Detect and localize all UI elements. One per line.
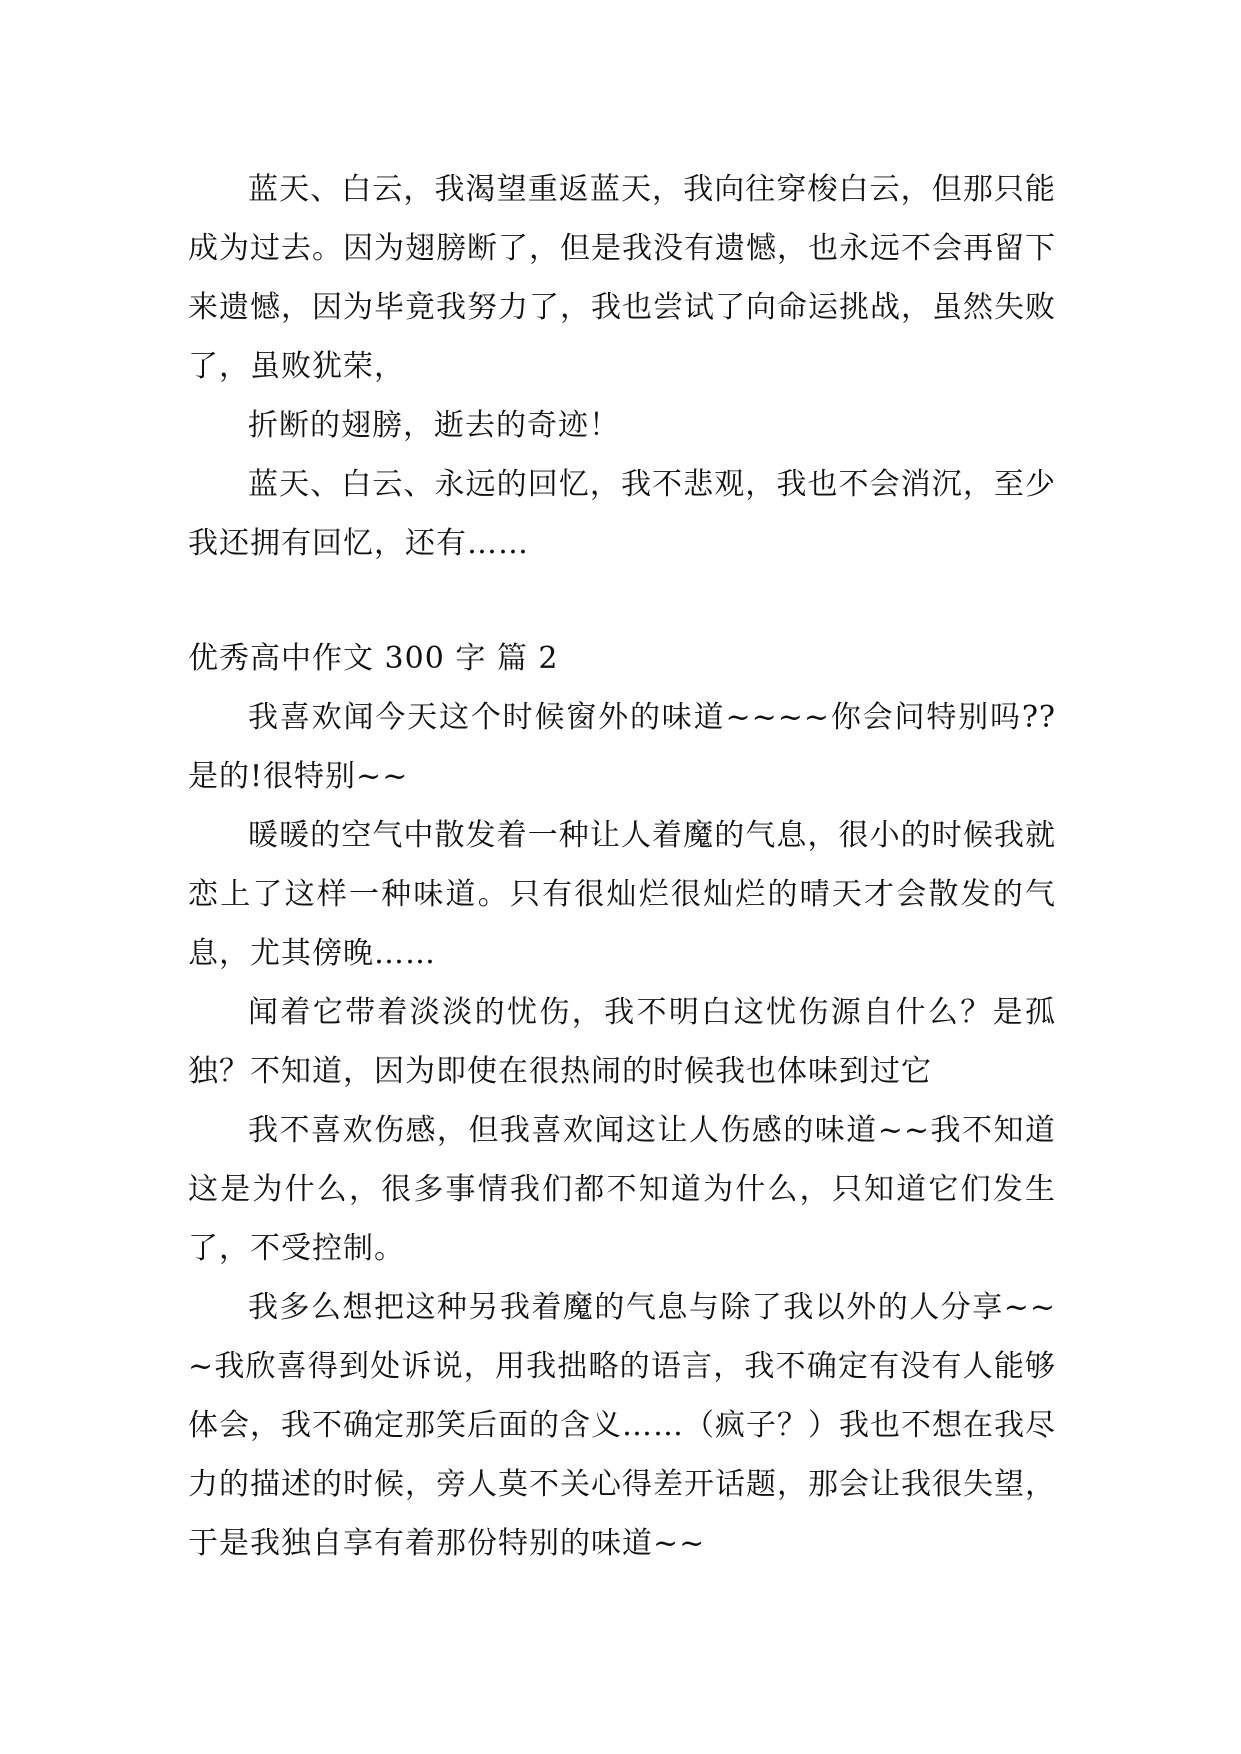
paragraph: 暖暖的空气中散发着一种让人着魔的气息，很小的时候我就恋上了这样一种味道。只有很灿烂很灿烂的晴天才会散发的气息，尤其傍晚……	[188, 818, 1056, 971]
paragraph: 蓝天、白云、永远的回忆，我不悲观，我也不会消沉，至少我还拥有回忆，还有……	[188, 467, 1056, 561]
paragraph: 我多么想把这种另我着魔的气息与除了我以外的人分享~~~我欣喜得到处诉说，用我拙略的语言，我不确定有没有人能够体会，我不确定那笑后面的含义……（疯子？）我也不想在我尽力的描述的时候，旁人莫不关心得差开话题，那会让我很失望，于是我独自享有着那份特别的味道~~	[188, 1290, 1056, 1561]
section-heading: 优秀高中作文 300 字 篇 2	[188, 641, 559, 676]
paragraph: 折断的翅膀，逝去的奇迹！	[248, 408, 620, 443]
paragraph: 我喜欢闻今天这个时候窗外的味道~~~~你会问特别吗??是的!很特别~~	[188, 700, 1056, 794]
paragraph: 我不喜欢伤感，但我喜欢闻这让人伤感的味道~~我不知道这是为什么，很多事情我们都不知道为什么，只知道它们发生了，不受控制。	[188, 1113, 1056, 1266]
paragraph: 闻着它带着淡淡的忧伤，我不明白这忧伤源自什么？是孤独？不知道，因为即使在很热闹的时候我也体味到过它	[188, 995, 1056, 1089]
paragraph: 蓝天、白云，我渴望重返蓝天，我向往穿梭白云，但那只能成为过去。因为翅膀断了，但是我没有遗憾，也永远不会再留下来遗憾，因为毕竟我努力了，我也尝试了向命运挑战，虽然失败了，虽败犹荣，	[188, 172, 1056, 384]
document-body	[188, 160, 1056, 1573]
